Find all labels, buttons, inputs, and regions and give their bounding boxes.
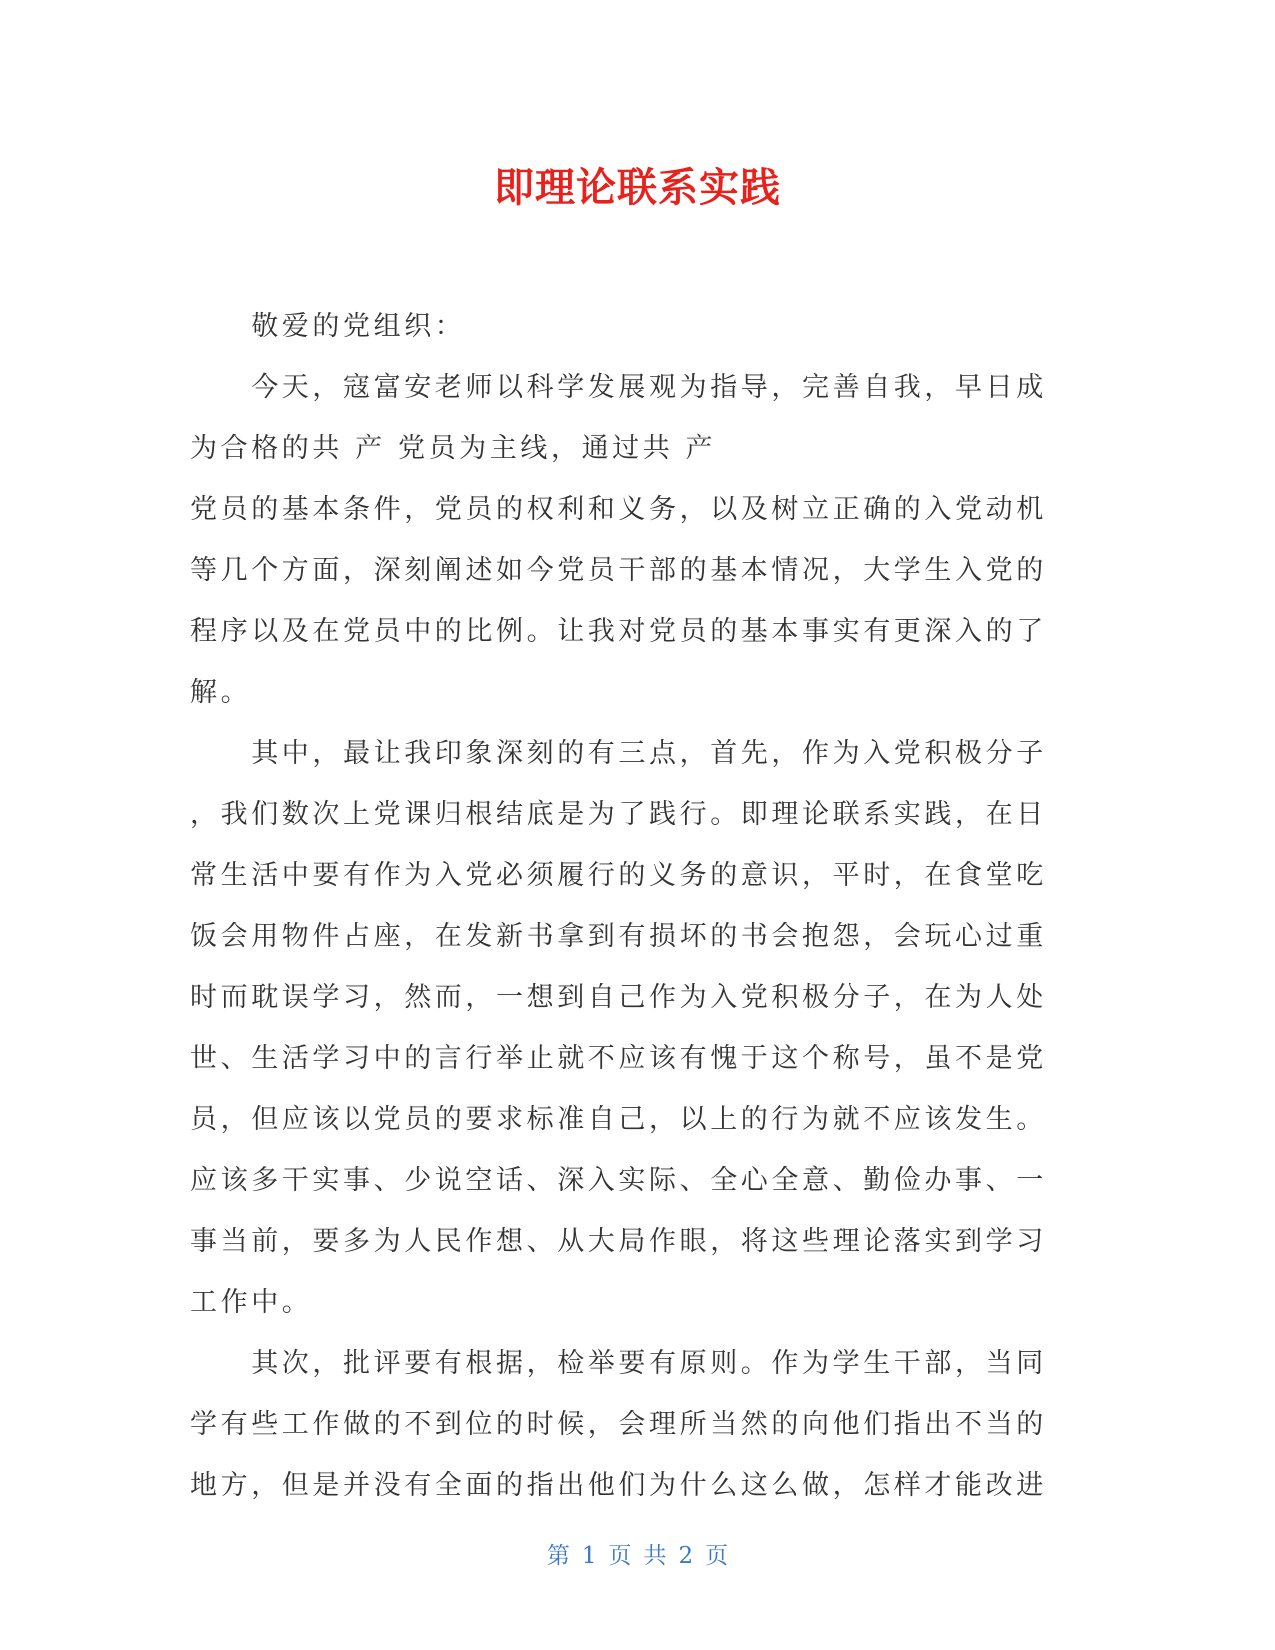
footer-current-page: 1 — [581, 1543, 597, 1569]
text-line: 今天，寇富安老师以科学发展观为指导，完善自我，早日成 — [190, 372, 1047, 403]
text-line: 解。 — [190, 677, 252, 708]
text-line: 程序以及在党员中的比例。让我对党员的基本事实有更深入的了 — [190, 616, 1047, 647]
footer-total-pages: 2 — [678, 1543, 694, 1569]
footer-page-word: 页 — [608, 1543, 632, 1569]
text-line: 应该多干实事、少说空话、深入实际、全心全意、勤俭办事、一 — [190, 1165, 1047, 1196]
text-line: 等几个方面，深刻阐述如今党员干部的基本情况，大学生入党的 — [190, 555, 1047, 586]
text-line: 敬爱的党组织： — [190, 311, 466, 342]
text-line: 其次，批评要有根据，检举要有原则。作为学生干部，当同 — [190, 1348, 1047, 1379]
text-line: 时而耽误学习，然而，一想到自己作为入党积极分子，在为人处 — [190, 982, 1047, 1013]
text-line: 事当前，要多为人民作想、从大局作眼，将这些理论落实到学习 — [190, 1226, 1047, 1257]
page-footer — [0, 1540, 1275, 1572]
footer-total-prefix: 共 — [643, 1543, 667, 1569]
footer-prefix: 第 — [546, 1543, 570, 1569]
text-line: 工作中。 — [190, 1287, 313, 1318]
text-line: 饭会用物件占座，在发新书拿到有损坏的书会抱怨，会玩心过重 — [190, 921, 1047, 952]
text-line: 学有些工作做的不到位的时候，会理所当然的向他们指出不当的 — [190, 1409, 1047, 1440]
text-line: 地方，但是并没有全面的指出他们为什么这么做，怎样才能改进 — [190, 1470, 1047, 1501]
text-line: 员，但应该以党员的要求标准自己，以上的行为就不应该发生。 — [190, 1104, 1047, 1135]
footer-suffix: 页 — [705, 1543, 729, 1569]
document-body — [190, 296, 1066, 1516]
text-line: 党员的基本条件，党员的权利和义务，以及树立正确的入党动机 — [190, 494, 1047, 525]
text-line: 世、生活学习中的言行举止就不应该有愧于这个称号，虽不是党 — [190, 1043, 1047, 1074]
text-line: 为合格的共 产 党员为主线，通过共 产 — [190, 433, 717, 464]
text-line: 其中，最让我印象深刻的有三点，首先，作为入党积极分子 — [190, 738, 1047, 769]
document-title: 即理论联系实践 — [494, 165, 781, 211]
text-line: ，我们数次上党课归根结底是为了践行。即理论联系实践，在日 — [190, 799, 1047, 830]
text-line: 常生活中要有作为入党必须履行的义务的意识，平时，在食堂吃 — [190, 860, 1047, 891]
